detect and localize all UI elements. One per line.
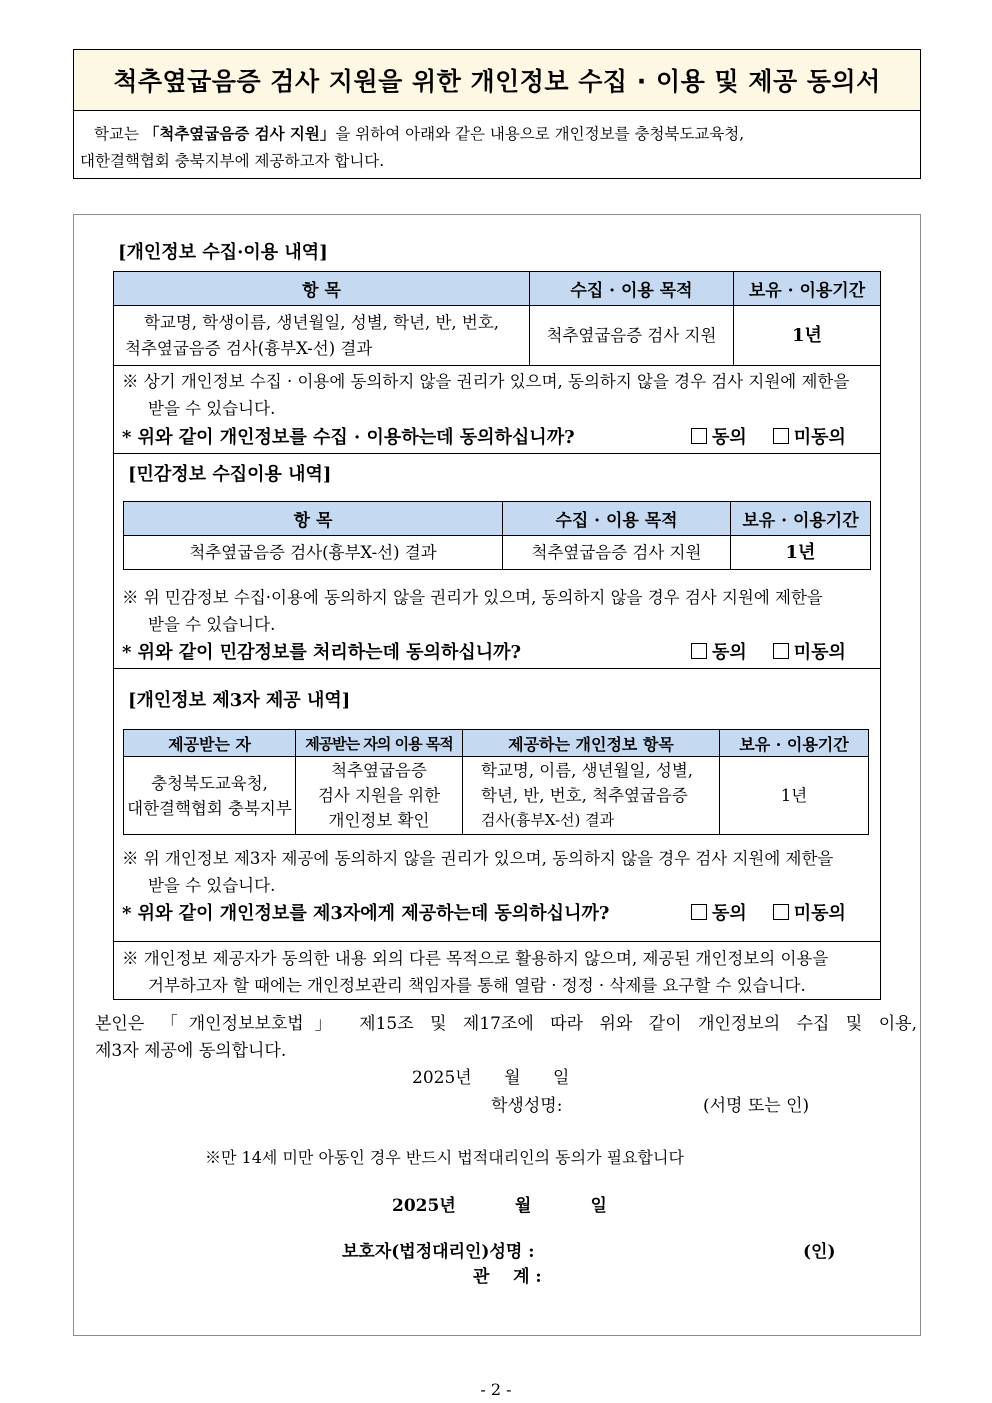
section3-consent-options bbox=[691, 899, 846, 925]
collection-table bbox=[113, 271, 881, 366]
col-header-period: 보유 · 이용기간 bbox=[734, 272, 881, 306]
col-header-recipient-purpose: 제공받는 자의 이용 목적 bbox=[296, 730, 463, 757]
cell-purpose: 척추옆굽음증 검사 지원 bbox=[530, 306, 734, 366]
guardian-date: 2025년 월 일 bbox=[392, 1196, 607, 1216]
section2-disagree-checkbox[interactable]: 미동의 bbox=[773, 638, 846, 664]
section1-consent-options bbox=[691, 423, 846, 449]
col-header-purpose: 수집 · 이용 목적 bbox=[503, 502, 731, 536]
checkbox-icon bbox=[691, 643, 707, 659]
cell-provided-items: 학교명, 이름, 생년월일, 성별, 학년, 반, 번호, 척추옆굽음증 검사(흉부X-선) 결과 bbox=[463, 757, 720, 835]
minor-consent-note: ※만 14세 미만 아동인 경우 반드시 법적대리인의 동의가 필요합니다 bbox=[205, 1148, 684, 1167]
section3-disagree-checkbox[interactable]: 미동의 bbox=[773, 899, 846, 925]
usage-note: ※ 개인정보 제공자가 동의한 내용 외의 다른 목적으로 활용하지 않으며, 제공된 개인정보의 이용을 거부하고자 할 때에는 개인정보관리 책임자를 통해 열람 · 정정 · 삭제를 요구할 수 있습니다. bbox=[122, 949, 829, 995]
sensitive-table bbox=[123, 501, 871, 570]
section3-agree-checkbox[interactable]: 동의 bbox=[691, 899, 747, 925]
intro-emphasis: 「척추옆굽음증 검사 지원」 bbox=[143, 124, 336, 143]
section2-label: [민감정보 수집이용 내역] bbox=[128, 464, 332, 485]
section3-question: * 위와 같이 개인정보를 제3자에게 제공하는데 동의하십니까? bbox=[122, 903, 610, 924]
col-header-period: 보유 · 이용기간 bbox=[720, 730, 869, 757]
section2-note: ※ 위 민감정보 수집·이용에 동의하지 않을 권리가 있으며, 동의하지 않을 경우 검사 지원에 제한을 받을 수 있습니다. bbox=[122, 588, 823, 634]
relation-label: 관 계 : bbox=[473, 1267, 542, 1287]
cell-items: 척추옆굽음증 검사(흉부X-선) 결과 bbox=[124, 536, 503, 570]
divider bbox=[113, 453, 881, 454]
col-header-recipient: 제공받는 자 bbox=[124, 730, 296, 757]
guardian-seal: (인) bbox=[803, 1242, 836, 1262]
page-number: - 2 - bbox=[480, 1380, 512, 1399]
student-name-label: 학생성명: bbox=[491, 1096, 563, 1116]
divider bbox=[113, 941, 881, 942]
section2-consent-options bbox=[691, 638, 846, 664]
section1-question: * 위와 같이 개인정보를 수집 · 이용하는데 동의하십니까? bbox=[122, 427, 575, 448]
col-header-period: 보유 · 이용기간 bbox=[731, 502, 871, 536]
section3-note: ※ 위 개인정보 제3자 제공에 동의하지 않을 권리가 있으며, 동의하지 않을 경우 검사 지원에 제한을 받을 수 있습니다. bbox=[122, 849, 834, 895]
cell-recipient-purpose: 척추옆굽음증 검사 지원을 위한 개인정보 확인 bbox=[296, 757, 463, 835]
section3-label: [개인정보 제3자 제공 내역] bbox=[128, 690, 351, 711]
document-title: 척추옆굽음증 검사 지원을 위한 개인정보 수집 · 이용 및 제공 동의서 bbox=[113, 67, 881, 96]
col-header-purpose: 수집 · 이용 목적 bbox=[530, 272, 734, 306]
cell-purpose: 척추옆굽음증 검사 지원 bbox=[503, 536, 731, 570]
section1-agree-checkbox[interactable]: 동의 bbox=[691, 423, 747, 449]
col-header-item: 항 목 bbox=[124, 502, 503, 536]
cell-items: 학교명, 학생이름, 생년월일, 성별, 학년, 반, 번호, 척추옆굽음증 검사(흉부X-선) 결과 bbox=[114, 306, 530, 366]
student-sign-hint: (서명 또는 인) bbox=[703, 1096, 810, 1116]
third-party-table bbox=[123, 729, 869, 835]
section1-label: [개인정보 수집·이용 내역] bbox=[118, 242, 328, 263]
cell-period: 1년 bbox=[720, 757, 869, 835]
section1-note: ※ 상기 개인정보 수집 · 이용에 동의하지 않을 권리가 있으며, 동의하지 않을 경우 검사 지원에 제한을 받을 수 있습니다. bbox=[122, 372, 850, 418]
section2-agree-checkbox[interactable]: 동의 bbox=[691, 638, 747, 664]
cell-period: 1년 bbox=[734, 306, 881, 366]
section2-question: * 위와 같이 민감정보를 처리하는데 동의하십니까? bbox=[122, 642, 522, 663]
intro-line-2: 대한결핵협회 충북지부에 제공하고자 합니다. bbox=[80, 152, 385, 170]
cell-period: 1년 bbox=[731, 536, 871, 570]
divider bbox=[113, 668, 881, 669]
col-header-item: 항 목 bbox=[114, 272, 530, 306]
guardian-name-label: 보호자(법정대리인)성명 : bbox=[342, 1242, 535, 1262]
checkbox-icon bbox=[773, 428, 789, 444]
checkbox-icon bbox=[691, 428, 707, 444]
cell-recipient: 충청북도교육청, 대한결핵협회 충북지부 bbox=[124, 757, 296, 835]
checkbox-icon bbox=[773, 904, 789, 920]
table-row bbox=[124, 757, 869, 835]
intro-box bbox=[73, 111, 921, 179]
section1-disagree-checkbox[interactable]: 미동의 bbox=[773, 423, 846, 449]
checkbox-icon bbox=[691, 904, 707, 920]
document-title-box bbox=[73, 49, 921, 111]
intro-line-1: 학교는 「척추옆굽음증 검사 지원」을 위하여 아래와 같은 내용으로 개인정보를 충청북도교육청, bbox=[94, 124, 745, 143]
declaration: 본인은 「개인정보보호법」 제15조 및 제17조에 따라 위와 같이 개인정보의 수집 및 이용, 제3자 제공에 동의합니다. bbox=[95, 1014, 917, 1061]
student-date: 2025년 월 일 bbox=[412, 1068, 570, 1088]
table-row bbox=[124, 536, 871, 570]
checkbox-icon bbox=[773, 643, 789, 659]
col-header-provided-items: 제공하는 개인정보 항목 bbox=[463, 730, 720, 757]
table-row bbox=[114, 306, 881, 366]
